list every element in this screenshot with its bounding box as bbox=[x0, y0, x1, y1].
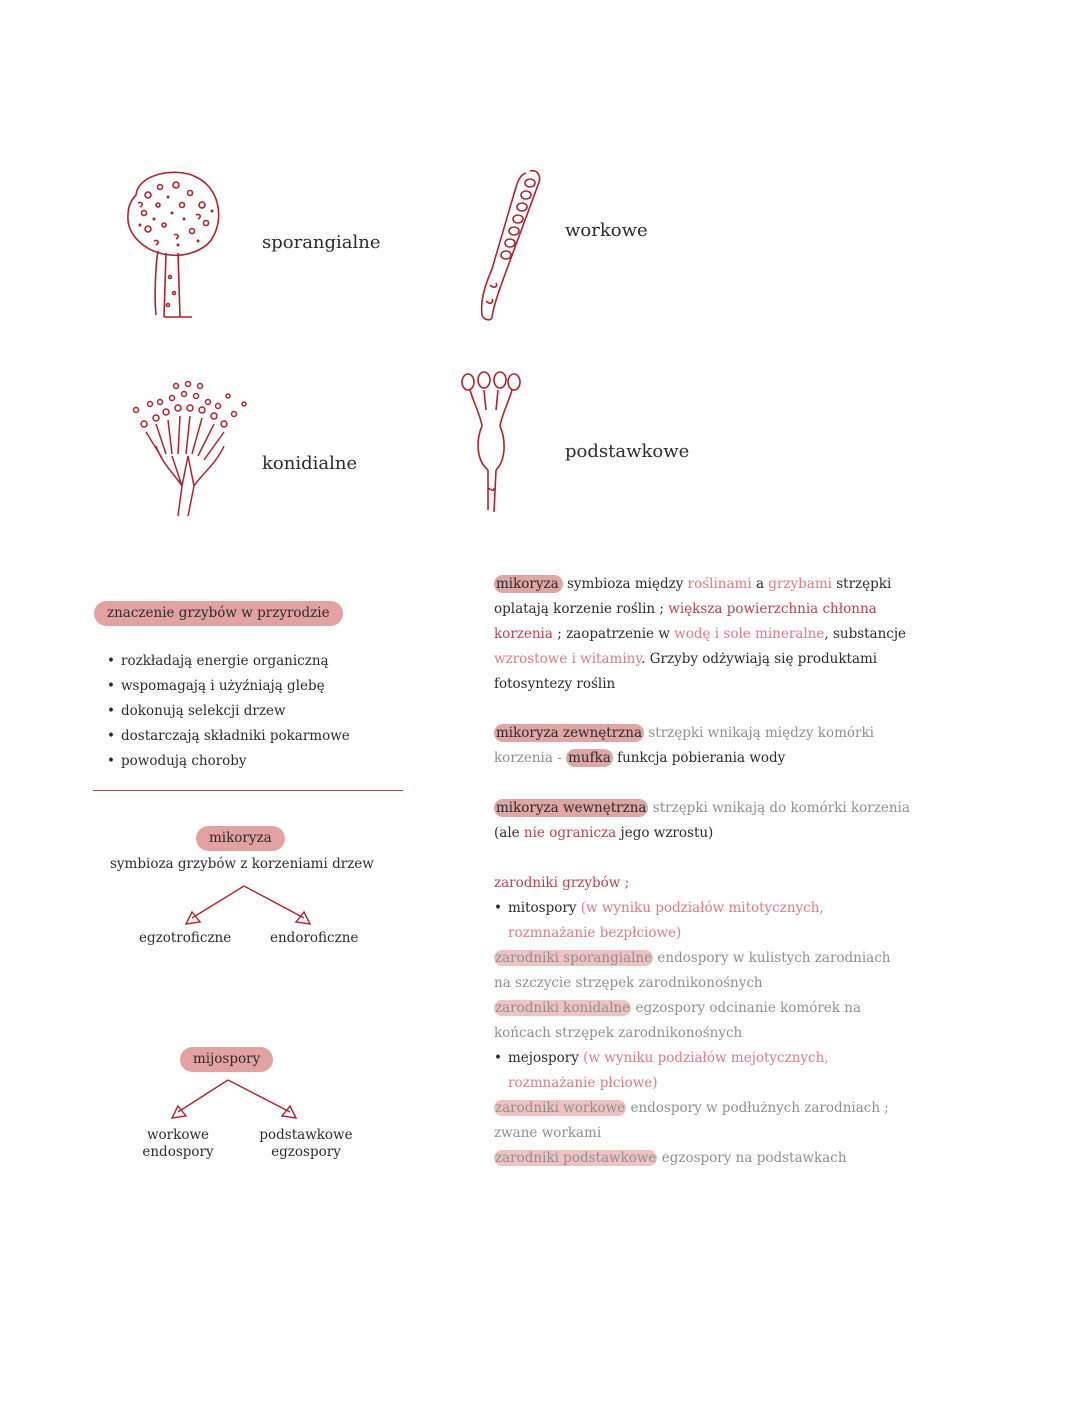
text: strzępki wnikają między komórki bbox=[644, 725, 874, 741]
section-heading: zarodniki grzybów ; bbox=[494, 875, 630, 891]
term-highlight: mufka bbox=[568, 750, 611, 766]
conidiophore-illustration bbox=[126, 376, 256, 521]
text: endospory w kulistych zarodniach bbox=[653, 950, 891, 966]
sporangium-illustration bbox=[118, 165, 228, 325]
text: wodę i sole mineralne bbox=[674, 626, 825, 642]
text: rozmnażanie płciowe) bbox=[508, 1075, 658, 1091]
text: funkcja pobierania wody bbox=[612, 750, 786, 766]
text: korzenia bbox=[494, 626, 553, 642]
mycorrhiza-pill: mikoryza bbox=[196, 826, 285, 851]
fungal-spores-section bbox=[494, 871, 891, 1171]
text: końcach strzępek zarodnikonośnych bbox=[494, 1025, 743, 1041]
mycorrhiza-description: symbioza grzybów z korzeniami drzew bbox=[110, 856, 374, 872]
text: jego wzrostu) bbox=[616, 825, 714, 841]
spores-pill: mijospory bbox=[180, 1047, 273, 1072]
sporangial-label: sporangialne bbox=[262, 232, 381, 253]
spores-right-line2: egzospory bbox=[271, 1144, 341, 1160]
text: wzrostowe i witaminy bbox=[494, 651, 642, 667]
conidial-label: konidialne bbox=[262, 453, 358, 474]
mycorrhiza-left-label: egzotroficzne bbox=[139, 930, 232, 946]
text: , substancje bbox=[824, 626, 907, 642]
text: fotosyntezy roślin bbox=[494, 676, 616, 692]
text: strzępki bbox=[831, 576, 892, 592]
text: egzospory na podstawkach bbox=[657, 1150, 847, 1166]
text: . Grzyby odżywiają się produktami bbox=[641, 651, 878, 667]
text: a bbox=[751, 576, 769, 592]
text: endospory w podłużnych zarodniach ; bbox=[626, 1100, 889, 1116]
basidial-label: podstawkowe bbox=[565, 441, 690, 462]
list-item: • dostarczają składniki pokarmowe bbox=[107, 724, 350, 749]
spores-left-label bbox=[130, 1127, 226, 1161]
list-item: • wspomagają i użyźniają glebę bbox=[107, 674, 350, 699]
basidium-illustration bbox=[458, 370, 528, 518]
spores-right-label bbox=[254, 1127, 358, 1161]
mycorrhiza-right-label: endoroficzne bbox=[270, 930, 359, 946]
text: nie ogranicza bbox=[523, 825, 617, 841]
text: oplatają korzenie roślin ; bbox=[494, 601, 669, 617]
list-item: • powodują choroby bbox=[107, 749, 350, 774]
spores-left-line1: workowe bbox=[147, 1127, 209, 1143]
divider bbox=[93, 790, 403, 791]
importance-list bbox=[107, 649, 350, 774]
text: mejospory bbox=[508, 1050, 579, 1066]
text: korzenia - bbox=[494, 750, 567, 766]
list-item: • dokonują selekcji drzew bbox=[107, 699, 350, 724]
ascus-label: workowe bbox=[565, 220, 648, 241]
text: mitospory bbox=[508, 900, 577, 916]
importance-title: znaczenie grzybów w przyrodzie bbox=[94, 601, 343, 626]
bullet: • bbox=[494, 1050, 502, 1066]
term-highlight: zarodniki podstawkowe bbox=[495, 1150, 657, 1166]
mycorrhiza-definition bbox=[494, 572, 906, 697]
term-highlight: zarodniki workowe bbox=[495, 1100, 626, 1116]
text: grzybami bbox=[768, 576, 832, 592]
text: większa powierzchnia chłonna bbox=[668, 601, 877, 617]
text: zwane workami bbox=[494, 1125, 602, 1141]
mycorrhiza-branch-arrows bbox=[180, 884, 316, 928]
text: strzępki wnikają do komórki korzenia bbox=[648, 800, 910, 816]
term-highlight: mikoryza bbox=[494, 575, 563, 593]
spores-branch-arrows bbox=[166, 1078, 302, 1122]
text: roślinami bbox=[687, 576, 752, 592]
text: na szczycie strzępek zarodnikonośnych bbox=[494, 975, 763, 991]
internal-mycorrhiza bbox=[494, 796, 910, 846]
text: rozmnażanie bezpłciowe) bbox=[508, 925, 682, 941]
ascus-illustration bbox=[470, 165, 550, 325]
text: (ale bbox=[494, 825, 524, 841]
text: symbioza między bbox=[562, 576, 688, 592]
spores-right-line1: podstawkowe bbox=[259, 1127, 353, 1143]
text: ; zaopatrzenie w bbox=[552, 626, 675, 642]
list-item: • rozkładają energie organiczną bbox=[107, 649, 350, 674]
spores-left-line2: endospory bbox=[142, 1144, 214, 1160]
bullet: • bbox=[494, 900, 502, 916]
text: (w wyniku podziałów mejotycznych, bbox=[578, 1050, 829, 1066]
text: egzospory odcinanie komórek na bbox=[631, 1000, 862, 1016]
term-highlight: mikoryza zewnętrzna bbox=[496, 725, 643, 741]
external-mycorrhiza bbox=[494, 721, 874, 771]
term-highlight: zarodniki konidalne bbox=[495, 1000, 631, 1016]
term-highlight: mikoryza wewnętrzna bbox=[496, 800, 647, 816]
text: (w wyniku podziałów mitotycznych, bbox=[576, 900, 824, 916]
term-highlight: zarodniki sporangialne bbox=[495, 950, 653, 966]
